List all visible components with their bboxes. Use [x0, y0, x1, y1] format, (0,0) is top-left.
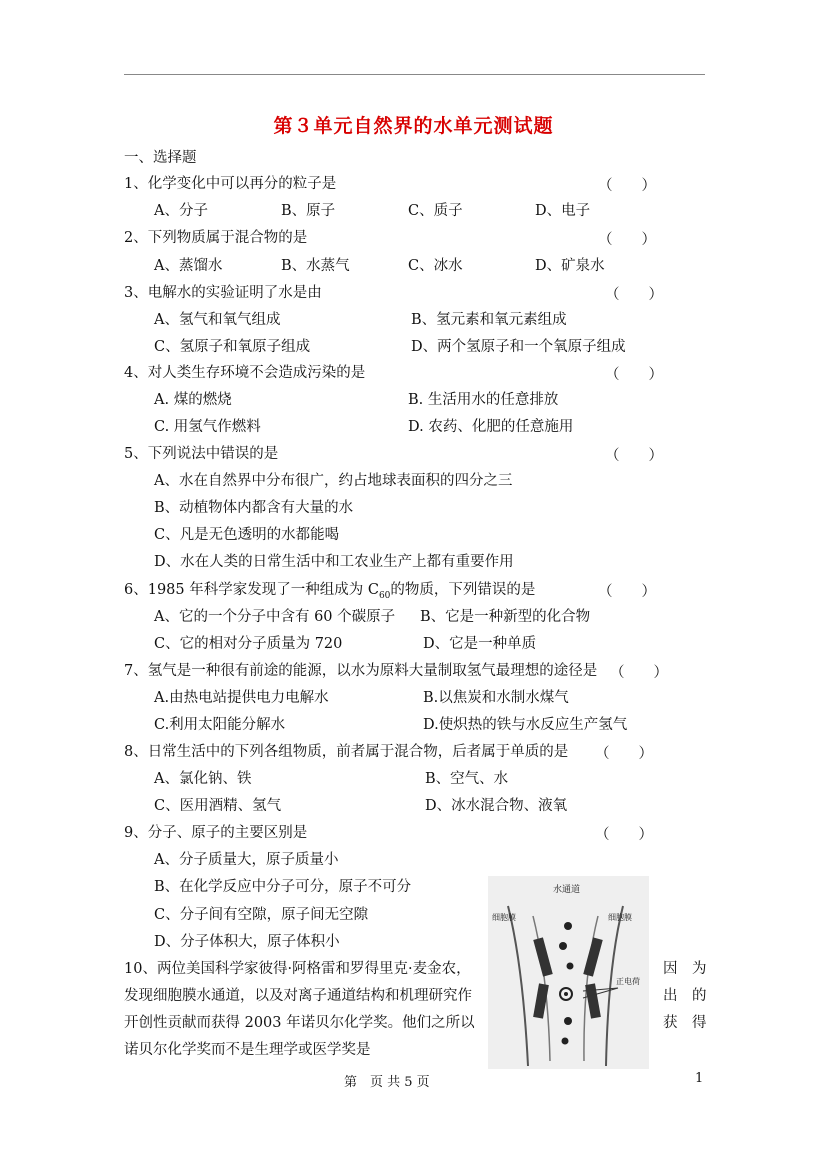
q8-answer-blank: （ ） — [595, 746, 653, 762]
q1-stem: 1、化学变化中可以再分的粒子是 — [124, 176, 337, 192]
q9-option-a: A、分子质量大，原子质量小 — [154, 852, 339, 868]
q6-stem: 6、1985 年科学家发现了一种组成为 $C_{60}$的物质，下列错误的是 — [124, 582, 536, 601]
q9-option-d: D、分子体积大，原子体积小 — [154, 934, 340, 950]
q9-option-b: B、在化学反应中分子可分，原子不可分 — [154, 879, 412, 895]
q1-option-c: C、质子 — [408, 203, 463, 219]
q10-line-4: 诺贝尔化学奖而不是生理学或医学奖是 — [124, 1042, 371, 1058]
water-molecule — [559, 942, 567, 950]
q3-answer-blank: （ ） — [605, 287, 663, 303]
q10-line-2-end: 出 的 — [663, 988, 707, 1004]
q5-option-a: A、水在自然界中分布很广，约占地球表面积的四分之三 — [154, 473, 513, 489]
q5-option-b: B、动植物体内都含有大量的水 — [154, 500, 354, 516]
q2-answer-blank: （ ） — [598, 232, 656, 248]
water-molecule — [567, 963, 574, 970]
water-molecule — [564, 922, 572, 930]
q5-option-d: D、水在人类的日常生活中和工农业生产上都有重要作用 — [154, 554, 514, 570]
q5-stem: 5、下列说法中错误的是 — [124, 446, 279, 462]
q10-line-1-end: 因 为 — [663, 961, 707, 977]
q6-option-b: B、它是一种新型的化合物 — [420, 609, 591, 625]
q6-option-a: A、它的一个分子中含有 60 个碳原子 — [154, 609, 396, 625]
q5-answer-blank: （ ） — [605, 448, 663, 464]
q3-option-b: B、氢元素和氧元素组成 — [411, 312, 567, 328]
q7-option-b: B.以焦炭和水制水煤气 — [423, 690, 569, 706]
footer-page-text: 第 页 共 5 页 — [344, 1075, 430, 1090]
figure-label-right: 细胞膜 — [608, 913, 632, 922]
q10-line-1: 10、两位美国科学家彼得·阿格雷和罗得里克·麦金农， — [124, 961, 471, 977]
q7-stem: 7、氢气是一种很有前途的能源，以水为原料大量制取氢气最理想的途径是 — [124, 663, 598, 679]
q8-option-c: C、医用酒精、氢气 — [154, 798, 282, 814]
q3-option-d: D、两个氢原子和一个氧原子组成 — [411, 339, 626, 355]
q3-option-a: A、氢气和氧气组成 — [154, 312, 281, 328]
q4-stem: 4、对人类生存环境不会造成污染的是 — [124, 365, 366, 381]
figure-label-side: 正电荷 — [616, 977, 640, 986]
water-channel-diagram — [488, 876, 649, 1069]
q8-option-a: A、氯化钠、铁 — [154, 771, 252, 787]
q2-stem: 2、下列物质属于混合物的是 — [124, 230, 308, 246]
q6-option-d: D、它是一种单质 — [423, 636, 537, 652]
q2-option-a: A、蒸馏水 — [154, 258, 223, 274]
footer-page-number: 1 — [695, 1071, 704, 1086]
header-rule — [124, 74, 705, 75]
q3-option-c: C、氢原子和氧原子组成 — [154, 339, 311, 355]
q7-option-d: D.使炽热的铁与水反应生产氢气 — [423, 717, 628, 733]
q7-answer-blank: （ ） — [610, 665, 668, 681]
q4-option-c: C. 用氢气作燃料 — [154, 419, 261, 435]
q8-stem: 8、日常生活中的下列各组物质，前者属于混合物，后者属于单质的是 — [124, 744, 569, 760]
section-heading: 一、选择题 — [124, 150, 197, 166]
q7-option-a: A.由热电站提供电力电解水 — [154, 690, 329, 706]
q1-option-a: A、分子 — [154, 203, 208, 219]
q6-option-c: C、它的相对分子质量为 720 — [154, 636, 343, 652]
q4-answer-blank: （ ） — [605, 367, 663, 383]
q3-stem: 3、电解水的实验证明了水是由 — [124, 285, 322, 301]
q4-option-b: B. 生活用水的任意排放 — [408, 392, 559, 408]
q9-stem: 9、分子、原子的主要区别是 — [124, 825, 308, 841]
q10-line-3: 开创性贡献而获得 2003 年诺贝尔化学奖。他们之所以 — [124, 1015, 475, 1031]
q1-option-d: D、电子 — [535, 203, 591, 219]
q7-option-c: C.利用太阳能分解水 — [154, 717, 286, 733]
water-molecule — [562, 1038, 569, 1045]
q4-option-d: D. 农药、化肥的任意施用 — [408, 419, 574, 435]
water-molecule — [564, 1017, 572, 1025]
q2-option-c: C、冰水 — [408, 258, 463, 274]
ion-center — [564, 992, 568, 996]
q8-option-d: D、冰水混合物、液氧 — [425, 798, 568, 814]
q1-option-b: B、原子 — [281, 203, 336, 219]
q1-answer-blank: （ ） — [598, 178, 656, 194]
q5-option-c: C、凡是无色透明的水都能喝 — [154, 527, 340, 543]
q8-option-b: B、空气、水 — [425, 771, 509, 787]
water-channel-figure — [488, 876, 649, 1069]
q6-answer-blank: （ ） — [598, 584, 656, 600]
q2-option-b: B、水蒸气 — [281, 258, 350, 274]
q10-line-3-end: 获 得 — [663, 1015, 707, 1031]
q10-line-2: 发现细胞膜水通道，以及对离子通道结构和机理研究作 — [124, 988, 472, 1004]
page-title: 第３单元自然界的水单元测试题 — [273, 115, 554, 137]
q2-option-d: D、矿泉水 — [535, 258, 605, 274]
figure-label-left: 细胞膜 — [492, 913, 516, 922]
q9-answer-blank: （ ） — [595, 827, 653, 843]
figure-background — [488, 876, 649, 1069]
q9-option-c: C、分子间有空隙，原子间无空隙 — [154, 907, 369, 923]
q4-option-a: A. 煤的燃烧 — [154, 392, 232, 408]
figure-label-top: 水通道 — [553, 885, 581, 895]
